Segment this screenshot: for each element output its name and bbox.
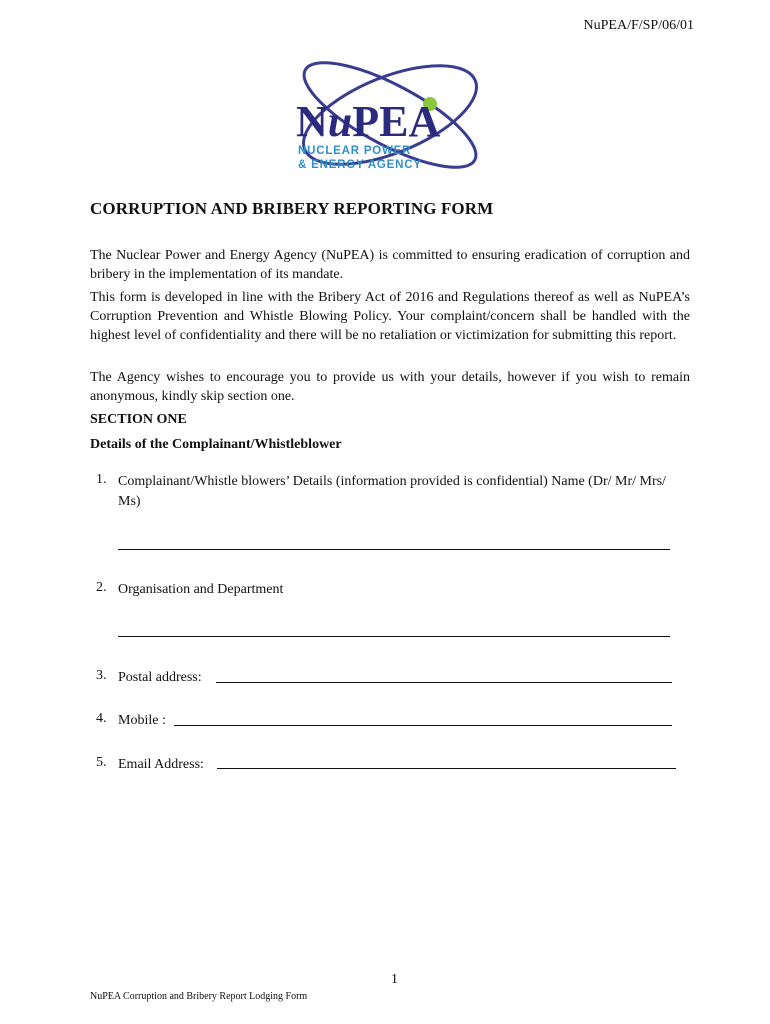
logo-name-prefix: N: [296, 97, 328, 146]
logo-name-u: u: [327, 97, 353, 146]
field-label-mobile: Mobile :: [118, 713, 166, 728]
field-number: 4.: [96, 711, 107, 726]
email-answer-line[interactable]: [217, 768, 676, 769]
field-number: 5.: [96, 755, 107, 770]
logo-name-suffix: PEA: [352, 97, 441, 146]
field-number: 3.: [96, 668, 107, 683]
field-label-name: Complainant/Whistle blowers’ Details (information provided is confidential) Name (Dr/ Mr/ Mrs/ Ms): [118, 474, 666, 509]
mobile-answer-line[interactable]: [174, 725, 672, 726]
logo-tagline-1: NUCLEAR POWER: [298, 145, 412, 157]
field-label-postal-address: Postal address:: [118, 670, 202, 685]
atom-logo-icon: [288, 54, 493, 176]
nupea-logo: [288, 54, 493, 176]
postal-address-answer-line[interactable]: [216, 682, 672, 683]
form-title: CORRUPTION AND BRIBERY REPORTING FORM: [90, 199, 494, 218]
field-number: 1.: [96, 472, 107, 487]
svg-text:NuPEA: [296, 97, 440, 146]
field-number: 2.: [96, 580, 107, 595]
intro-paragraph-1: The Nuclear Power and Energy Agency (NuPEA) is committed to ensuring eradication of corruption and bribery in the implementation of its mandate.: [90, 248, 690, 282]
intro-paragraph-3: The Agency wishes to encourage you to provide us with your details, however if you wish to remain anonymous, kindly skip section one.: [90, 370, 690, 404]
section-subheading: Details of the Complainant/Whistleblower: [90, 437, 342, 452]
field-label-organisation: Organisation and Department: [118, 582, 284, 597]
logo-tagline-2: & ENERGY AGENCY: [298, 159, 422, 171]
intro-paragraph-2: This form is developed in line with the Bribery Act of 2016 and Regulations thereof as well as NuPEA’s Corruption Prevention and Whistle Blowing Policy. Your complaint/concern shall be handled with the highest level of confidentiality and there will be no retaliation or victimization for submitting this report.: [90, 290, 690, 343]
field-label-email: Email Address:: [118, 757, 204, 772]
organisation-answer-line[interactable]: [118, 636, 670, 637]
footer-form-name: NuPEA Corruption and Bribery Report Lodging Form: [90, 991, 308, 1002]
name-answer-line[interactable]: [118, 549, 670, 550]
page-number: 1: [391, 972, 398, 987]
document-reference: NuPEA/F/SP/06/01: [583, 18, 694, 33]
section-heading: SECTION ONE: [90, 412, 187, 427]
